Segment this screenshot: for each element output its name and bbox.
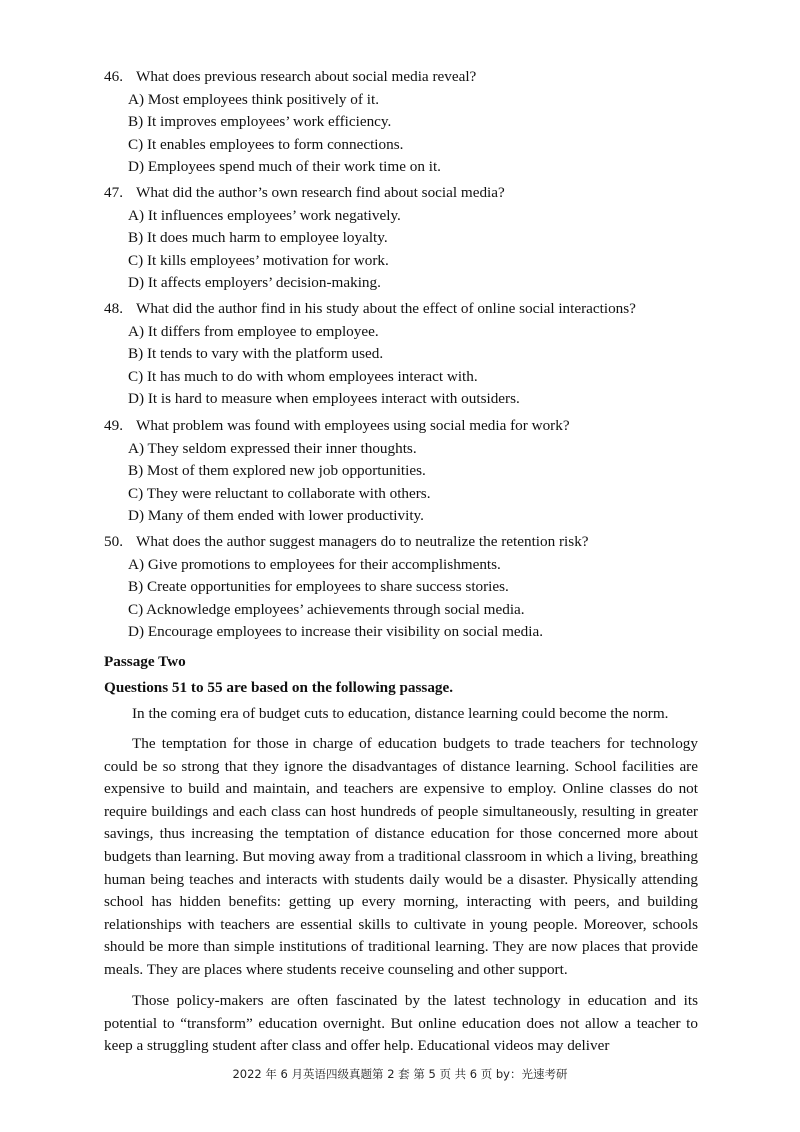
question-49 [104, 415, 704, 528]
passage-paragraph-3: Those policy-makers are often fascinated by the latest technology in education and its potential to “transform” education overnight. But online education does not allow a teacher to keep a struggling student after class and offer help. Educational videos may deliver [104, 992, 698, 1055]
option-d: D) Encourage employees to increase their visibility on social media. [128, 623, 543, 641]
question-text: What did the author find in his study about the effect of online social interactions? [136, 300, 636, 317]
option-b: B) Most of them explored new job opportunities. [128, 462, 426, 480]
option-b: B) It tends to vary with the platform used. [128, 345, 384, 363]
option-b: B) Create opportunities for employees to share success stories. [128, 578, 509, 596]
option-c: C) It has much to do with whom employees interact with. [128, 367, 478, 385]
passage-title: Passage Two [104, 653, 186, 670]
option-a: A) It influences employees’ work negatively. [128, 206, 401, 224]
passage-instructions: Questions 51 to 55 are based on the following passage. [104, 679, 454, 696]
question-stem [104, 415, 704, 438]
question-text: What does the author suggest managers do to neutralize the retention risk? [136, 533, 589, 550]
option-a: A) Most employees think positively of it. [128, 90, 379, 108]
passage-paragraph-1: In the coming era of budget cuts to education, distance learning could become the norm. [132, 705, 669, 722]
option-a: A) It differs from employee to employee. [128, 322, 379, 340]
option-d: D) Many of them ended with lower productivity. [128, 507, 424, 525]
option-d: D) It is hard to measure when employees interact with outsiders. [128, 390, 520, 408]
option-b: B) It does much harm to employee loyalty. [128, 229, 388, 247]
passage-paragraph-2: The temptation for those in charge of education budgets to trade teachers for technology could be so strong that they ignore the disadvantages of distance learning. School facilities are expensive to build and maintain, and teachers are expensive to employ. Online classes do not require buildings and each class can host hundreds of people simultaneously, resulting in greater savings, thus increasing the temptation of distance education for those concerned more about budgets than learning. But moving away from a traditional classroom in which a living, breathing human being teaches and interacts with students daily would be a disaster. Physically attending school has hidden benefits: getting up every morning, interacting with peers, and building relationships with teachers are essential skills to cultivate in young people. Moreover, schools should be more than simple institutions of traditional learning. They are now places that provide meals. They are places where students receive counseling and other support. [104, 735, 698, 978]
question-stem [104, 66, 704, 89]
option-b: B) It improves employees’ work efficiency. [128, 113, 392, 131]
option-a: A) They seldom expressed their inner thoughts. [128, 439, 417, 457]
option-c: C) Acknowledge employees’ achievements through social media. [128, 600, 525, 618]
question-stem [104, 182, 704, 205]
question-number: 47. [104, 184, 123, 201]
question-number: 50. [104, 533, 123, 550]
question-number: 46. [104, 68, 123, 85]
option-d: D) Employees spend much of their work time on it. [128, 158, 441, 176]
question-stem [104, 298, 704, 321]
question-text: What problem was found with employees using social media for work? [136, 417, 570, 434]
question-text: What did the author’s own research find about social media? [136, 184, 505, 201]
question-stem [104, 531, 704, 554]
question-number: 49. [104, 417, 123, 434]
question-48 [104, 298, 704, 411]
question-50 [104, 531, 704, 644]
option-c: C) It enables employees to form connections. [128, 135, 404, 153]
question-46 [104, 66, 704, 179]
question-47 [104, 182, 704, 295]
option-c: C) It kills employees’ motivation for work. [128, 251, 389, 269]
option-c: C) They were reluctant to collaborate with others. [128, 484, 431, 502]
question-number: 48. [104, 300, 123, 317]
option-a: A) Give promotions to employees for their accomplishments. [128, 555, 501, 573]
option-d: D) It affects employers’ decision-making. [128, 274, 381, 292]
question-text: What does previous research about social media reveal? [136, 68, 477, 85]
page-footer: 2022 年 6 月英语四级真题第 2 套 第 5 页 共 6 页 by：光速考研 [232, 1067, 568, 1081]
